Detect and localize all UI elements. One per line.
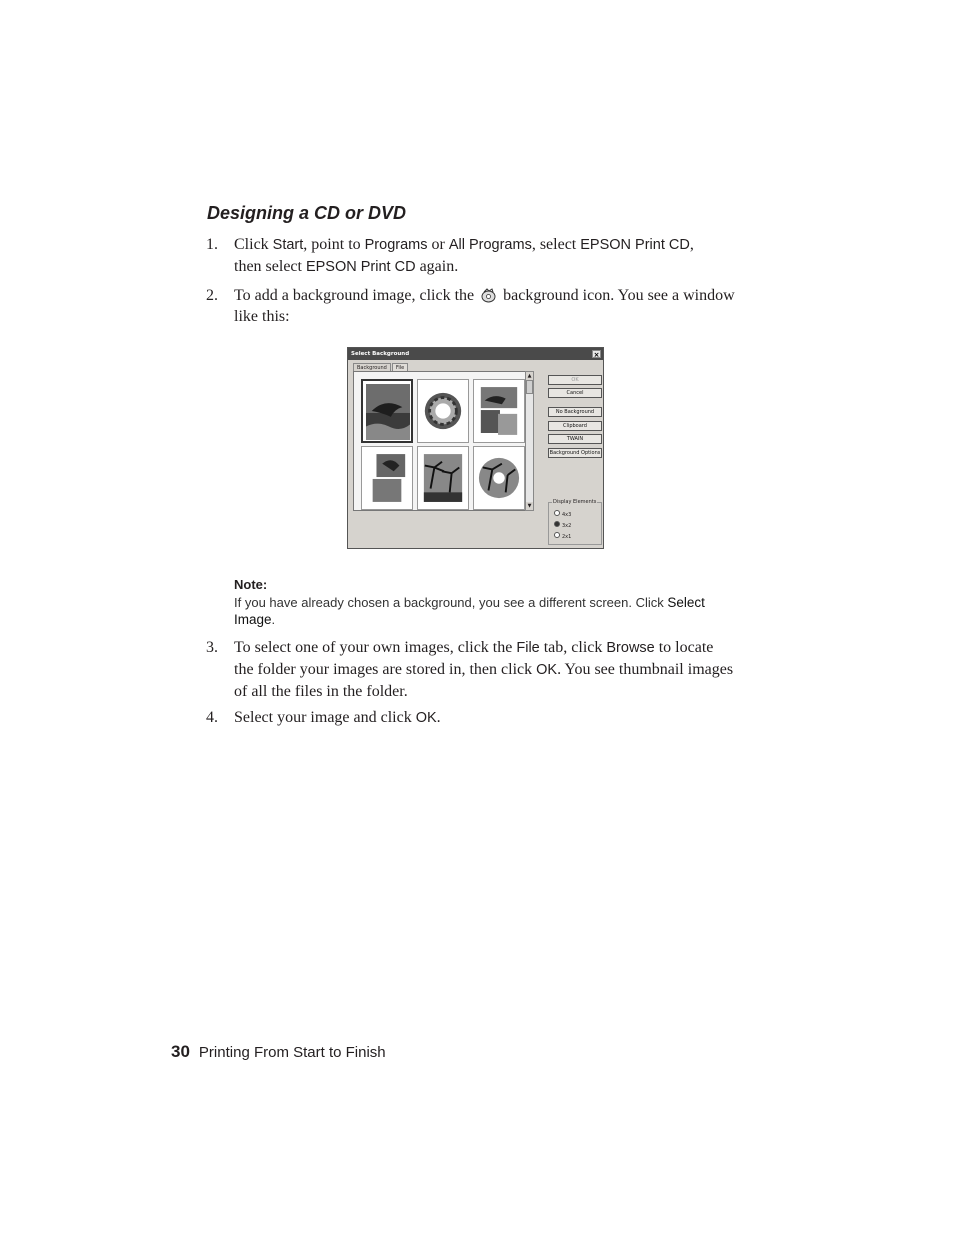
scroll-up-icon[interactable]: ▲ xyxy=(527,373,532,379)
radio-3x2[interactable]: 3x2 xyxy=(554,521,571,529)
dialog-title-bar xyxy=(348,348,603,360)
step-text: To select one of your own images, click the File tab, click Browse to locate the folder your images are stored in, then click OK. You see thumbnail images of all the files in the folder. xyxy=(234,639,734,700)
ui-term: Start xyxy=(272,237,304,253)
section-title: Printing From Start to Finish xyxy=(198,1044,386,1061)
no-background-button[interactable]: No Background xyxy=(548,407,602,417)
ui-term: OK xyxy=(536,662,558,678)
step-text: Click Start, point to Programs or All Programs, select EPSON Print CD, then select EPSON Print CD again. xyxy=(234,236,694,275)
thumbnail-collage[interactable] xyxy=(473,379,525,443)
close-icon[interactable]: × xyxy=(593,351,600,359)
clipboard-button[interactable]: Clipboard xyxy=(548,421,602,431)
radio-selected-icon xyxy=(554,521,560,527)
background-icon xyxy=(481,288,496,303)
tab-file[interactable]: File xyxy=(392,363,408,373)
radio-4x3[interactable]: 4x3 xyxy=(554,510,571,518)
ui-term: All Programs xyxy=(448,237,532,253)
background-options-button[interactable]: Background Options xyxy=(549,450,601,456)
thumbnail-palms-round[interactable] xyxy=(473,446,525,510)
step-text: To add a background image, click the background icon. You see a window like this: xyxy=(234,287,735,325)
thumbnail-dolphin[interactable] xyxy=(361,379,413,443)
radio-icon xyxy=(554,510,560,516)
page-number: 30 xyxy=(171,1042,190,1061)
ok-button[interactable]: OK xyxy=(548,375,602,385)
note-title: Note: xyxy=(234,577,268,592)
ui-term: EPSON Print CD xyxy=(305,259,416,275)
ui-term: Programs xyxy=(364,237,428,253)
ui-term: OK xyxy=(415,710,437,726)
page-footer xyxy=(171,1042,386,1062)
select-background-dialog xyxy=(347,347,604,549)
note-box: Note: If you have already chosen a background, you see a different screen. Click Select Image. xyxy=(234,576,754,628)
step-text: Select your image and click OK. xyxy=(234,709,441,726)
thumbnail-dolphin-split[interactable] xyxy=(361,446,413,510)
radio-icon xyxy=(554,532,560,538)
scroll-down-icon[interactable]: ▼ xyxy=(527,503,532,509)
step-number: 3. xyxy=(206,639,218,656)
twain-button[interactable]: TWAIN xyxy=(548,434,602,444)
display-elements-label: Display Elements xyxy=(553,499,597,505)
ui-term: File xyxy=(516,640,540,656)
section-heading: Designing a CD or DVD xyxy=(207,203,407,223)
display-elements-group xyxy=(548,499,602,545)
radio-2x1[interactable]: 2x1 xyxy=(554,532,571,540)
ui-term: Select xyxy=(667,595,705,610)
thumbnail-palms[interactable] xyxy=(417,446,469,510)
scroll-thumb[interactable] xyxy=(526,380,533,394)
tab-background[interactable]: Background xyxy=(353,363,391,373)
ui-term: Browse xyxy=(606,640,655,656)
step-number: 2. xyxy=(206,287,218,304)
step-number: 1. xyxy=(206,236,218,253)
thumbnail-cd-ring[interactable] xyxy=(417,379,469,443)
cancel-button[interactable]: Cancel xyxy=(548,388,602,398)
thumbnail-grid xyxy=(353,371,530,511)
ui-term: EPSON Print CD xyxy=(580,237,690,253)
note-text: If you have already chosen a background, you see a different screen. Click xyxy=(234,595,668,610)
dialog-title: Select Background xyxy=(351,351,410,357)
thumbnail-scrollbar[interactable] xyxy=(525,371,534,511)
ui-term: Image xyxy=(234,612,272,627)
step-number: 4. xyxy=(206,709,218,726)
